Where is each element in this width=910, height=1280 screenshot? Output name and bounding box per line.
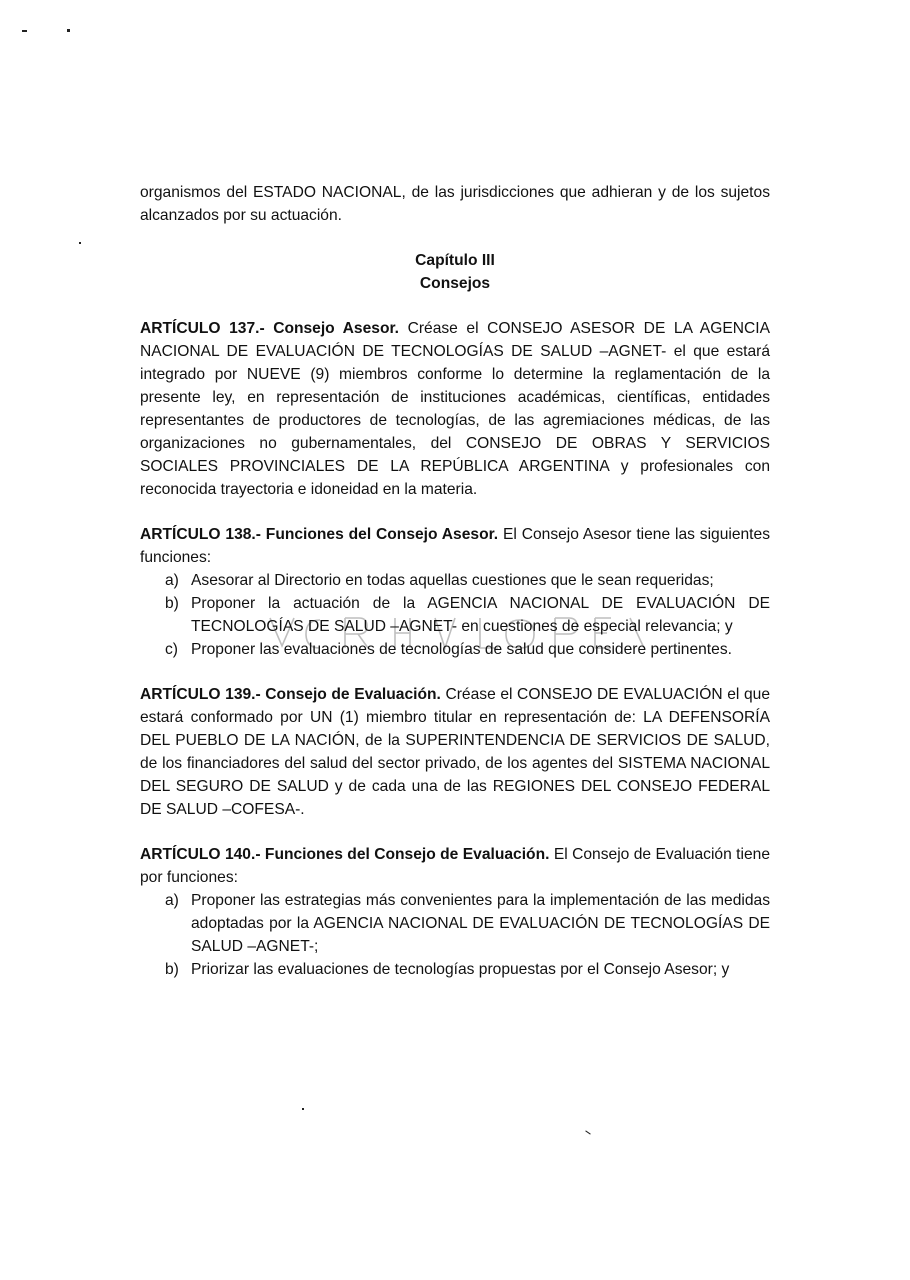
list-item: [140, 592, 770, 638]
list-marker: b): [165, 961, 179, 978]
list-item-text: Proponer las evaluaciones de tecnologías de salud que considere pertinentes.: [191, 641, 732, 658]
scan-speck: [22, 30, 27, 32]
list-marker: b): [165, 595, 179, 612]
article-138-body: El Consejo Asesor tiene las siguientes funciones:: [140, 526, 770, 566]
article-137: [140, 317, 770, 501]
list-marker: a): [165, 572, 179, 589]
scan-speck: [302, 1108, 304, 1110]
article-140: [140, 843, 770, 889]
list-item: [140, 638, 770, 661]
intro-paragraph: organismos del ESTADO NACIONAL, de las jurisdicciones que adhieran y de los sujetos alcanzados por su actuación.: [140, 184, 770, 224]
list-item-text: Asesorar al Directorio en todas aquellas cuestiones que le sean requeridas;: [191, 572, 714, 589]
document-body: [140, 181, 770, 981]
article-137-heading: ARTÍCULO 137.- Consejo Asesor.: [140, 320, 400, 337]
list-item-text: Priorizar las evaluaciones de tecnologías propuestas por el Consejo Asesor; y: [191, 961, 730, 978]
article-137-body: Créase el CONSEJO ASESOR DE LA AGENCIA NACIONAL DE EVALUACIÓN DE TECNOLOGÍAS DE SALUD –AGNET- el que estará integrado por NUEVE (9) miembros conforme lo determine la reglamentación de la presente ley, en representación de instituciones académicas, científicas, entidades representantes de productores de tecnologías, de las agremiaciones médicas, de las organizaciones no gubernamentales, del CONSEJO DE OBRAS Y SERVICIOS SOCIALES PROVINCIALES DE LA REPÚBLICA ARGENTINA y profesionales con reconocida trayectoria e idoneidad en la materia.: [140, 320, 770, 498]
article-138-list: [140, 569, 770, 661]
list-item-text: Proponer las estrategias más convenientes para la implementación de las medidas adoptadas por la AGENCIA NACIONAL DE EVALUACIÓN DE TECNOLOGÍAS DE SALUD –AGNET-;: [191, 892, 770, 955]
article-138: [140, 523, 770, 569]
scan-speck: [67, 29, 70, 32]
list-item: [140, 889, 770, 958]
scan-speck: [79, 242, 81, 244]
article-138-heading: ARTÍCULO 138.- Funciones del Consejo Asesor.: [140, 526, 499, 543]
chapter-title: Consejos: [419, 275, 491, 292]
article-140-heading: ARTÍCULO 140.- Funciones del Consejo de Evaluación.: [140, 846, 550, 863]
article-140-list: [140, 889, 770, 981]
article-139: [140, 683, 770, 821]
list-item: [140, 569, 770, 592]
list-marker: c): [165, 641, 178, 658]
chapter-number: Capítulo III: [415, 252, 495, 269]
article-139-heading: ARTÍCULO 139.- Consejo de Evaluación.: [140, 686, 441, 703]
article-139-body: Créase el CONSEJO DE EVALUACIÓN el que estará conformado por UN (1) miembro titular en representación de: LA DEFENSORÍA DEL PUEBLO DE LA NACIÓN, de la SUPERINTENDENCIA DE SERVICIOS DE SALUD, de los financiadores del salud del sector privado, de los agentes del SISTEMA NACIONAL DEL SEGURO DE SALUD y de cada una de las REGIONES DEL CONSEJO FEDERAL DE SALUD –COFESA-.: [140, 686, 770, 818]
article-140-body: El Consejo de Evaluación tiene por funciones:: [140, 846, 770, 886]
scan-speck: [585, 1130, 590, 1134]
list-item: [140, 958, 770, 981]
list-marker: a): [165, 892, 179, 909]
list-item-text: Proponer la actuación de la AGENCIA NACIONAL DE EVALUACIÓN DE TECNOLOGÍAS DE SALUD –AGNET- en cuestiones de especial relevancia; y: [191, 595, 770, 635]
